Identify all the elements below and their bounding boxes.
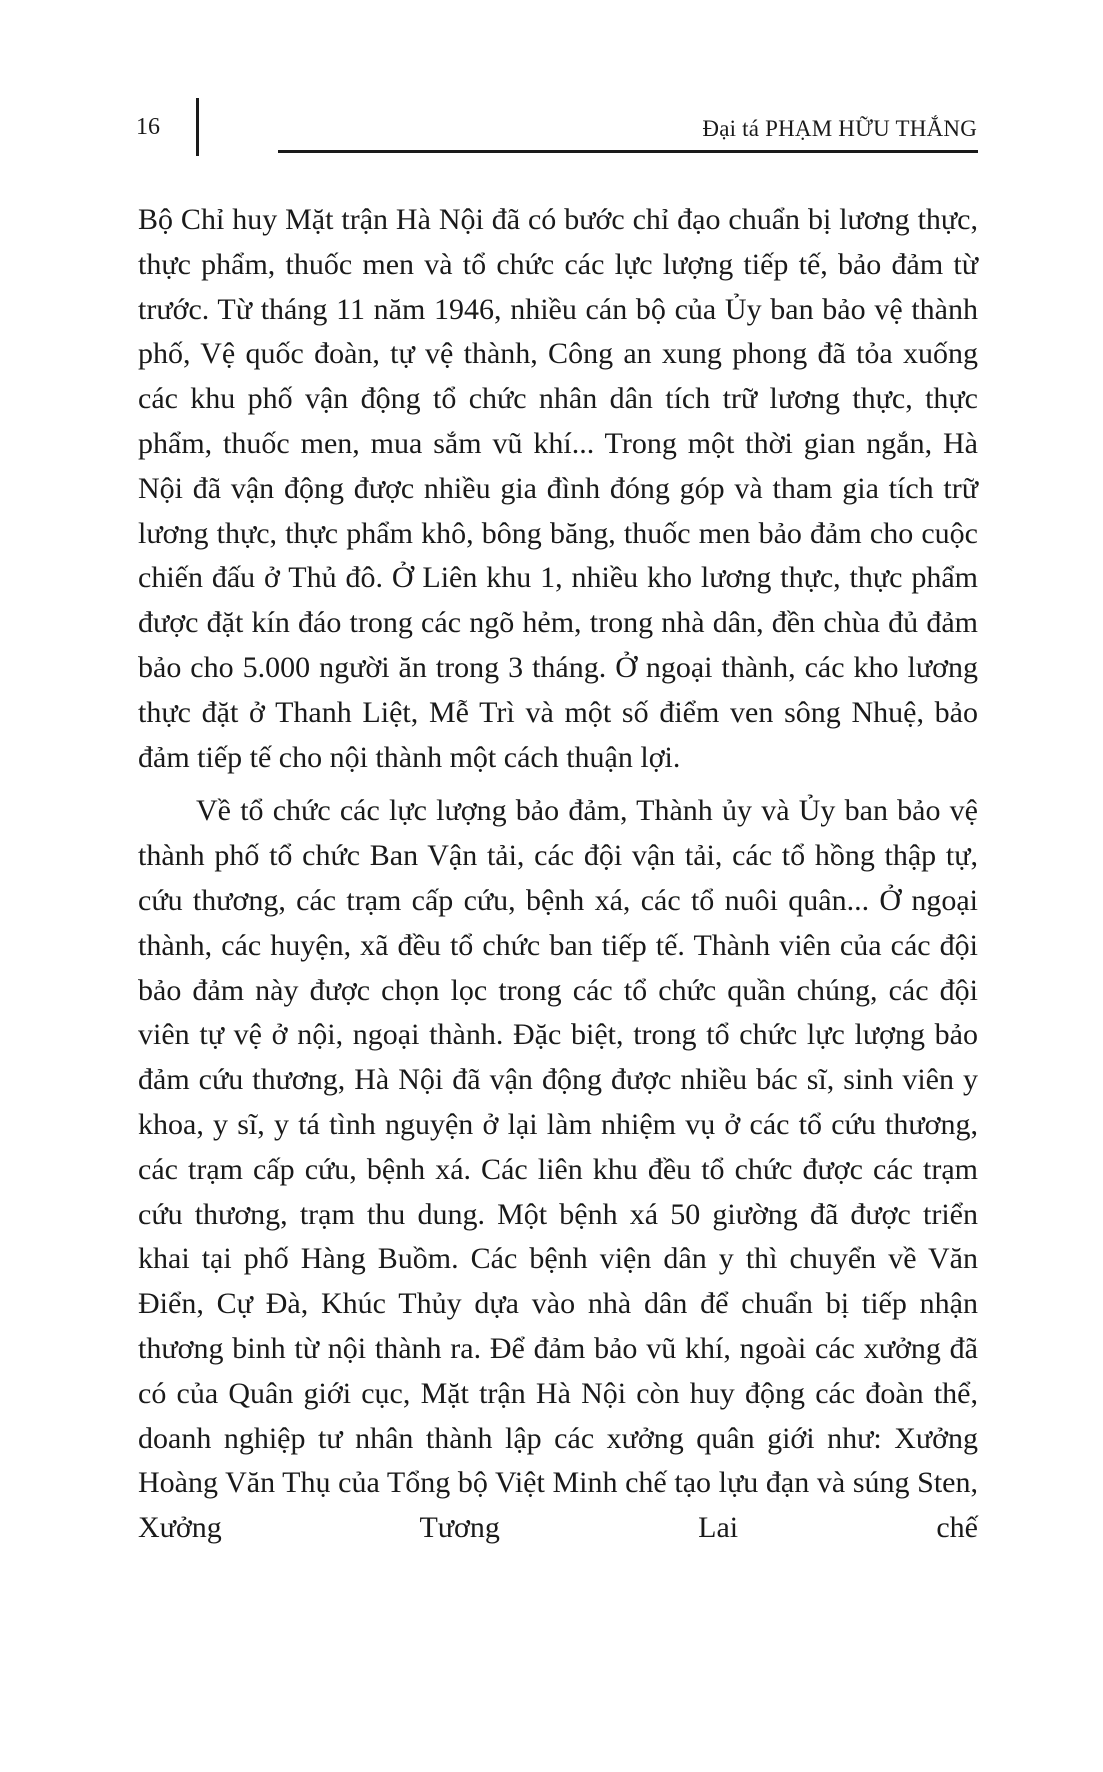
paragraph: Bộ Chỉ huy Mặt trận Hà Nội đã có bước chỉ đạo chuẩn bị lương thực, thực phẩm, thuốc men và tổ chức các lực lượng tiếp tế, bảo đảm từ trước. Từ tháng 11 năm 1946, nhiều cán bộ của Ủy ban bảo vệ thành phố, Vệ quốc đoàn, tự vệ thành, Công an xung phong đã tỏa xuống các khu phố vận động tổ chức nhân dân tích trữ lương thực, thực phẩm, thuốc men, mua sắm vũ khí... Trong một thời gian ngắn, Hà Nội đã vận động được nhiều gia đình đóng góp và tham gia tích trữ lương thực, thực phẩm khô, bông băng, thuốc men bảo đảm cho cuộc chiến đấu ở Thủ đô. Ở Liên khu 1, nhiều kho lương thực, thực phẩm được đặt kín đáo trong các ngõ hẻm, trong nhà dân, đền chùa đủ đảm bảo cho 5.000 người ăn trong 3 tháng. Ở ngoại thành, các kho lương thực đặt ở Thanh Liệt, Mễ Trì và một số điểm ven sông Nhuệ, bảo đảm tiếp tế cho nội thành một cách thuận lợi. — [138, 203, 978, 774]
body-text — [138, 198, 978, 1551]
running-title: Đại tá PHẠM HỮU THẮNG — [702, 116, 977, 141]
header-vertical-rule — [196, 98, 199, 156]
page-number: 16 — [136, 114, 160, 140]
header-horizontal-rule — [278, 150, 978, 153]
paragraph: Về tổ chức các lực lượng bảo đảm, Thành ủy và Ủy ban bảo vệ thành phố tổ chức Ban Vận tải, các đội vận tải, các tổ hồng thập tự, cứu thương, các trạm cấp cứu, bệnh xá, các tổ nuôi quân... Ở ngoại thành, các huyện, xã đều tổ chức ban tiếp tế. Thành viên của các đội bảo đảm này được chọn lọc trong các tổ chức quần chúng, các đội viên tự vệ ở nội, ngoại thành. Đặc biệt, trong tổ chức lực lượng bảo đảm cứu thương, Hà Nội đã vận động được nhiều bác sĩ, sinh viên y khoa, y sĩ, y tá tình nguyện ở lại làm nhiệm vụ ở các tổ cứu thương, các trạm cấp cứu, bệnh xá. Các liên khu đều tổ chức được các trạm cứu thương, trạm thu dung. Một bệnh xá 50 giường đã được triển khai tại phố Hàng Buồm. Các bệnh viện dân y thì chuyển về Văn Điển, Cự Đà, Khúc Thủy dựa vào nhà dân để chuẩn bị tiếp nhận thương binh từ nội thành ra. Để đảm bảo vũ khí, ngoài các xưởng đã có của Quân giới cục, Mặt trận Hà Nội còn huy động các đoàn thể, doanh nghiệp tư nhân thành lập các xưởng quân giới như: Xưởng Hoàng Văn Thụ của Tổng bộ Việt Minh chế tạo lựu đạn và súng Sten, Xưởng Tương Lai chế — [138, 794, 978, 1545]
